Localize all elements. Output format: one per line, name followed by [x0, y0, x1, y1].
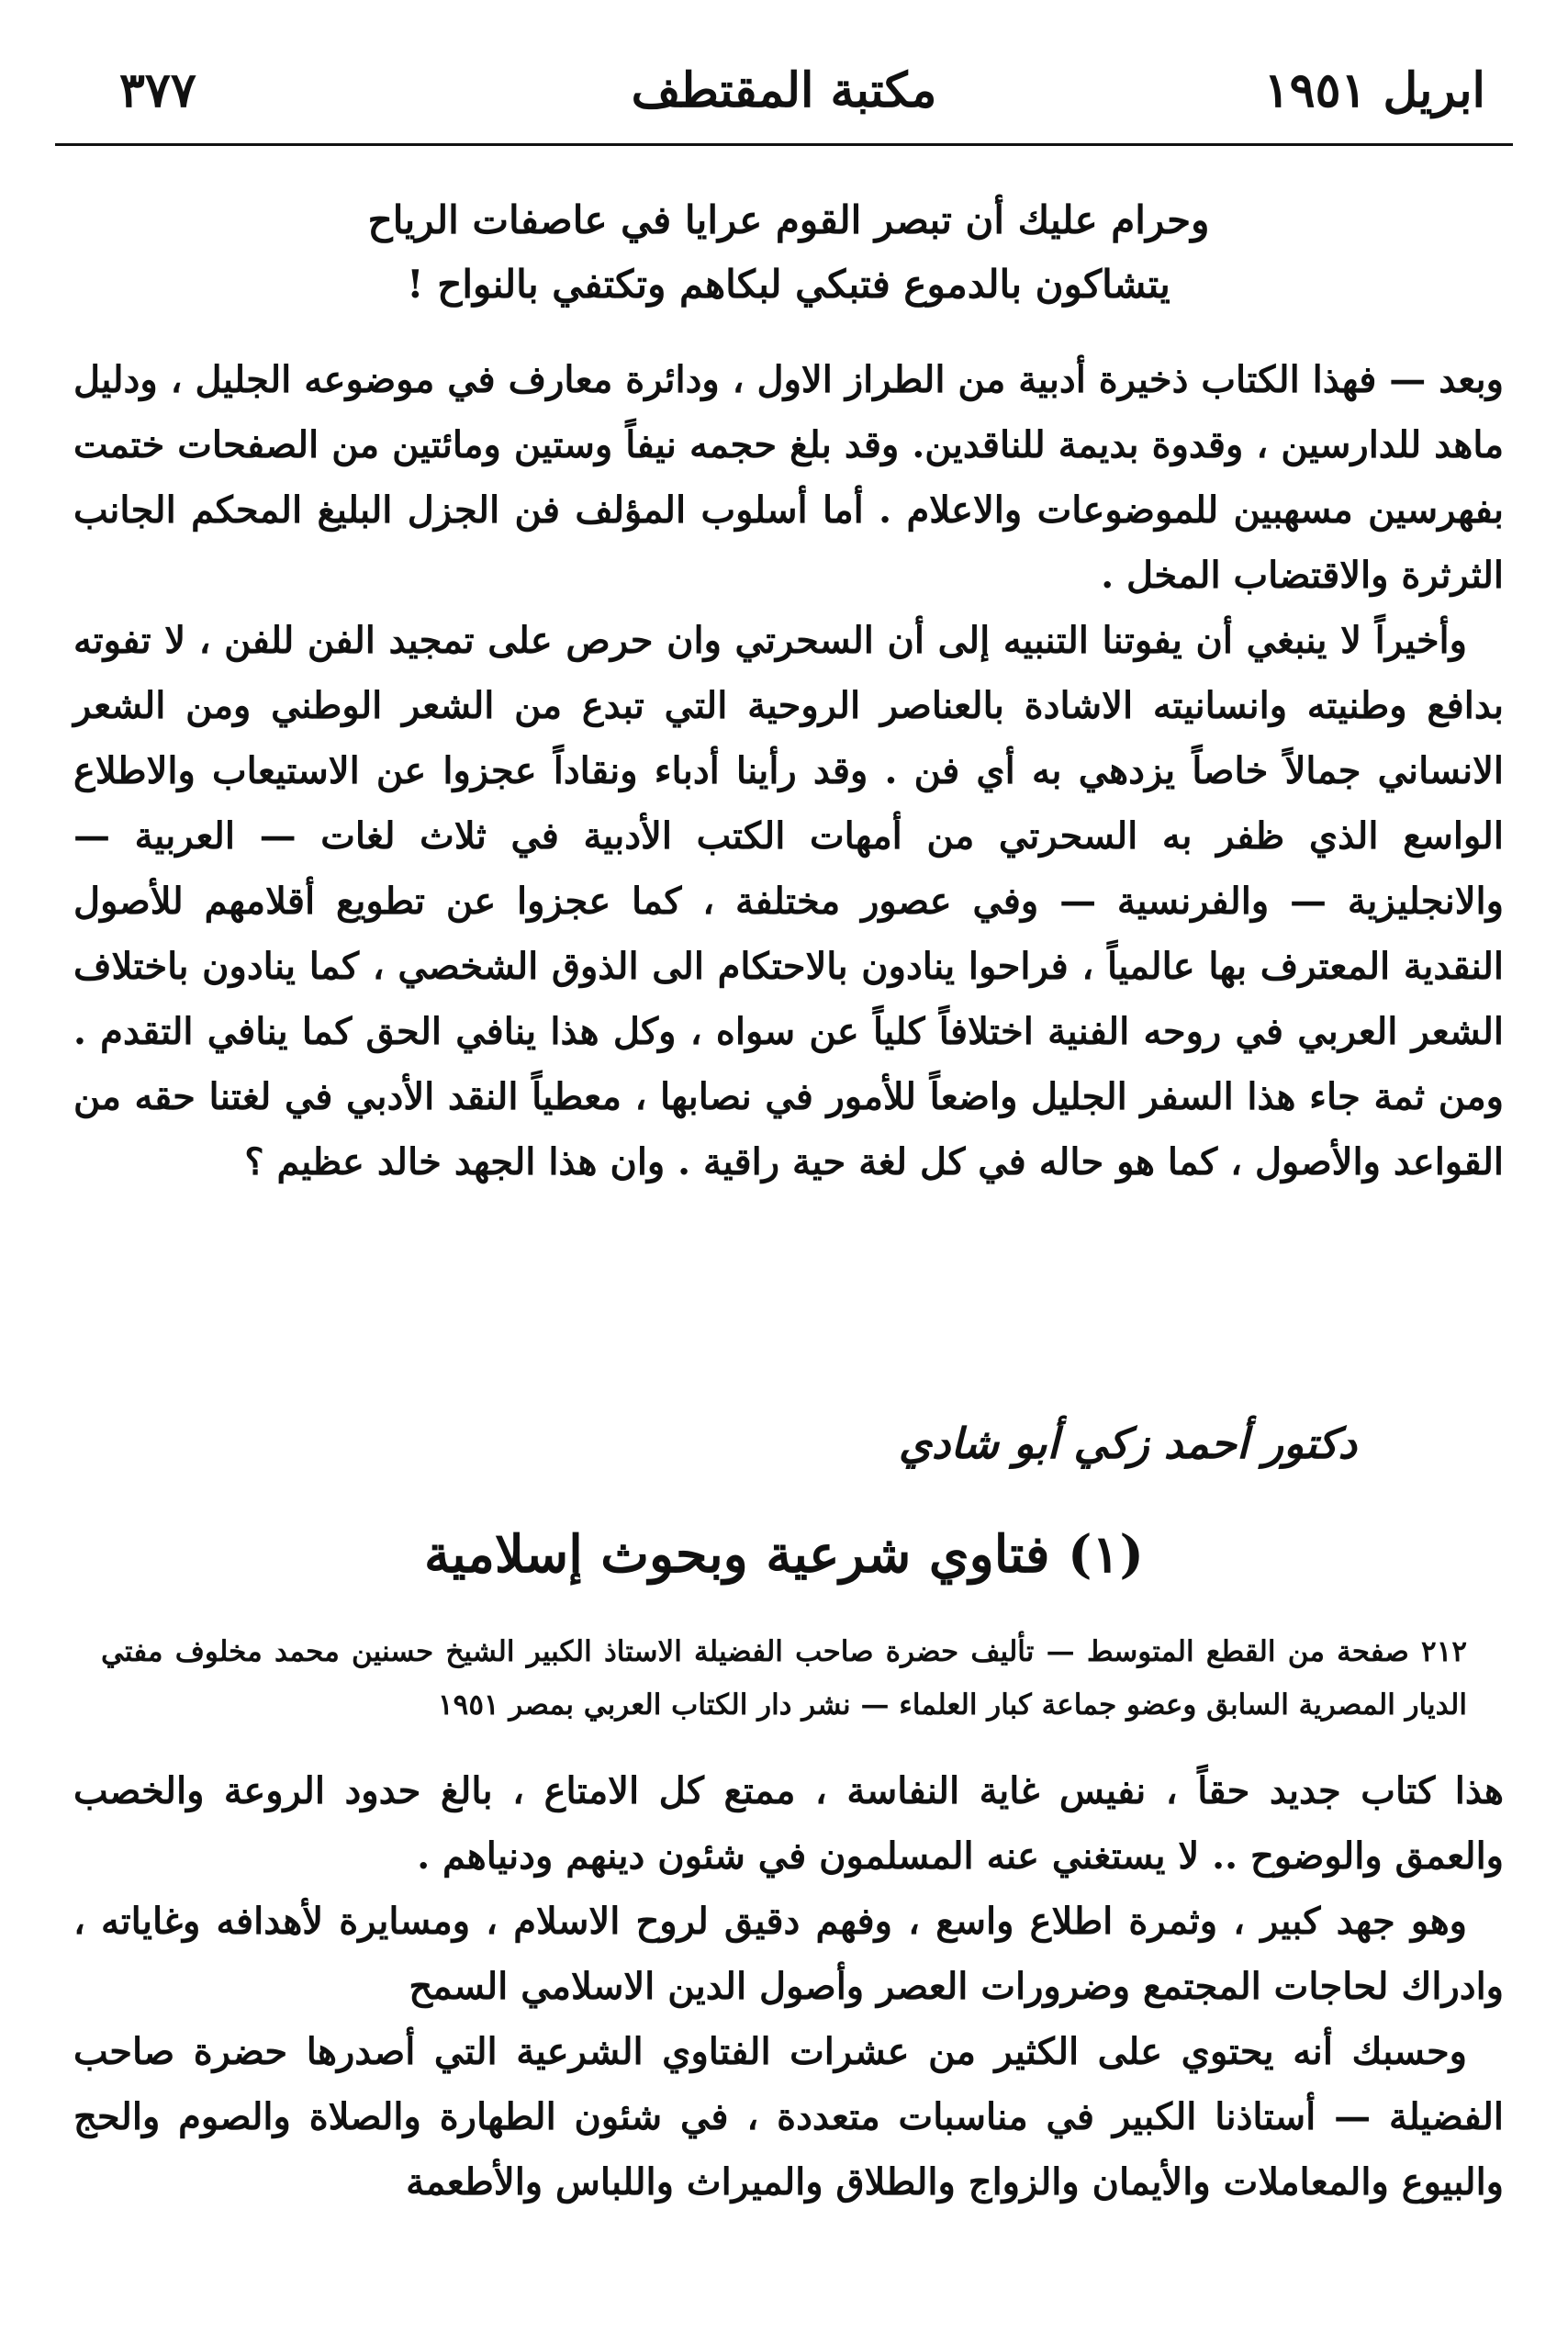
author-signature: دكتور أحمد زكي أبو شادي — [898, 1419, 1357, 1468]
section-body — [73, 1758, 1504, 2215]
verse-line: وحرام عليك أن تبصر القوم عرايا في عاصفات الرياح — [367, 197, 1210, 242]
paragraph: وبعد — فهذا الكتاب ذخيرة أدبية من الطراز الاول ، ودائرة معارف في موضوعه الجليل ، ودليل ماهد للدارسين ، وقدوة بديمة للناقدين. وقد بلغ حجمه نيفاً وستين ومائتين من الصفحات ختمت بفهرسين مسهبين للموضوعات والاعلام . أما أسلوب المؤلف فن الجزل البليغ المحكم الجانب الثرثرة والاقتضاب المخل . — [73, 358, 1504, 597]
section-title: (١) فتاوي شرعية وبحوث إسلامية — [423, 1524, 1145, 1585]
poem-verses — [73, 188, 1504, 317]
bibliographic-text: ٢١٢ صفحة من القطع المتوسط — تأليف حضرة صاحب الفضيلة الاستاذ الكبير الشيخ حسنين محمد مخلوف مفتي الديار المصرية السابق وعضو جماعة كبار العلماء — نشر دار الكتاب العربي بمصر ١٩٥١ — [101, 1635, 1467, 1722]
review-body — [73, 347, 1504, 1195]
paragraph: هذا كتاب جديد حقاً ، نفيس غاية النفاسة ، ممتع كل الامتاع ، بالغ حدود الروعة والخصب والعمق والوضوح .. لا يستغني عنه المسلمون في شئون دينهم ودنياهم . — [73, 1769, 1504, 1878]
header-date: ابريل ١٩٥١ — [1263, 62, 1485, 118]
verse-line: يتشاكون بالدموع فتبكي لبكاهم وتكتفي بالنواح ! — [407, 262, 1170, 307]
paragraph: وحسبك أنه يحتوي على الكثير من عشرات الفتاوي الشرعية التي أصدرها حضرة صاحب الفضيلة — أستاذنا الكبير في مناسبات متعددة ، في شئون الطهارة والصلاة والصوم والحج والبيوع والمعاملات والأيمان والزواج والطلاق والميراث واللباس والأطعمة — [73, 2030, 1504, 2204]
page-header — [55, 55, 1513, 147]
paragraph: وأخيراً لا ينبغي أن يفوتنا التنبيه إلى أن السحرتي وان حرص على تمجيد الفن للفن ، لا تفوته بدافع وطنيته وانسانيته الاشادة بالعناصر الروحية التي تبدع من الشعر الوطني ومن الشعر الانساني جمالاً خاصاً يزدهي به أي فن . وقد رأينا أدباء ونقاداً عجزوا عن الاستيعاب والاطلاع الواسع الذي ظفر به السحرتي من أمهات الكتب الأدبية في ثلاث لغات — العربية — والانجليزية — والفرنسية — وفي عصور مختلفة ، كما عجزوا عن تطويع أقلامهم للأصول النقدية المعترف بها عالمياً ، فراحوا ينادون بالاحتكام الى الذوق الشخصي ، كما ينادون باختلاف الشعر العربي في روحه الفنية اختلافاً كلياً عن سواه ، وكل هذا ينافي الحق كما ينافي التقدم . ومن ثمة جاء هذا السفر الجليل واضعاً للأمور في نصابها ، معطياً النقد الأدبي في لغتنا حقه من القواعد والأصول ، كما هو حاله في كل لغة حية راقية . وان هذا الجهد خالد عظيم ؟ — [73, 619, 1504, 1183]
paragraph: وهو جهد كبير ، وثمرة اطلاع واسع ، وفهم دقيق لروح الاسلام ، ومسايرة لأهدافه وغاياته ، وادراك لحاجات المجتمع وضرورات العصر وأصول الدين الاسلامي السمح — [73, 1900, 1504, 2008]
page-number: ٣٧٧ — [119, 62, 196, 118]
bibliographic-note — [101, 1625, 1467, 1732]
header-title: مكتبة المقتطف — [631, 62, 937, 118]
header-rule — [55, 143, 1513, 146]
